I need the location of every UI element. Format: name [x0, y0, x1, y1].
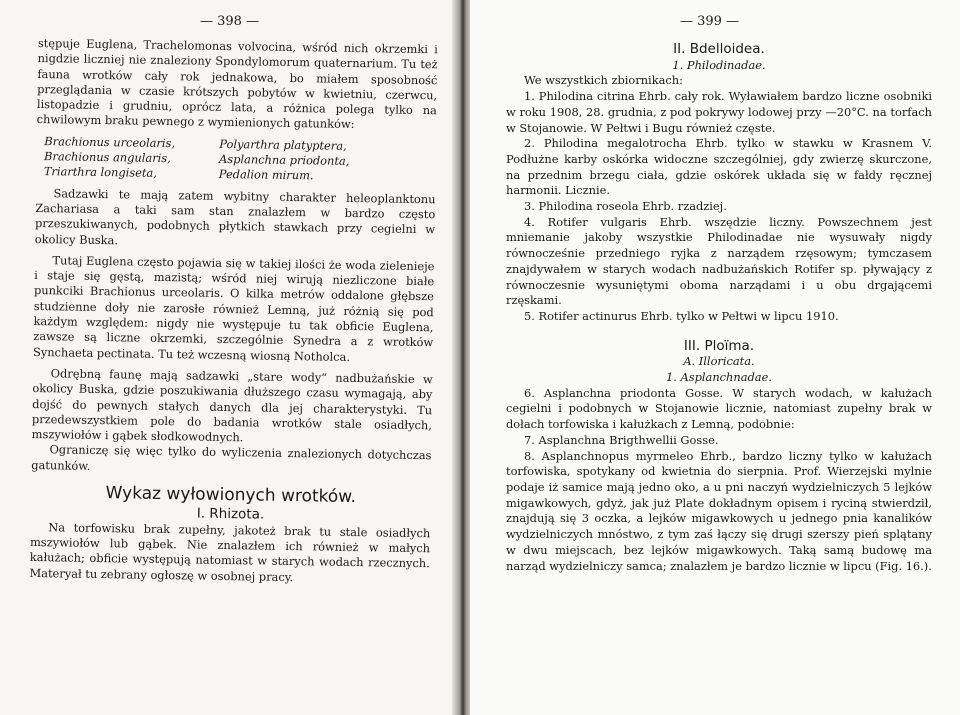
subheading-philodinadae: 1. Philodinadae.	[672, 57, 766, 72]
heading-bdelloidea: II. Bdelloidea.	[673, 41, 765, 57]
paragraph-odrebna: Odrębną faunę mają sadzawki „stare wody“ nadbużańskie w okolicy Buska, gdzie poszukiwania dłuższego czasu wymagają, aby dojść do pewnych stałych danych dla jej charakterystyki. Tu przedewszystkiem pole do badania wrotków stale osiadłych, mszywiołów i gąbek słodkowodnych.	[31, 366, 433, 445]
list-item: 3. Philodina roseola Ehrb. rzadziej.	[524, 199, 727, 214]
left-page-body	[29, 36, 438, 587]
species-item: Polyarthra platyptera,	[219, 136, 347, 153]
intro-paragraph: stępuje Euglena, Trachelomonas volvocina, wśród nich okrzemki i nigdzie liczniej nie znaleziony Spondylomorum quaternarium. Tu też fauna wrotków cały rok jednakowa, bo miałem sposobność przeglądania w czasie krótszych pobytów w kwietniu, czerwcu, listopadzie i grudniu, oprócz lata, a różnica polega tylko na chwilowym braku pewnego z wymienionych gatunków:	[36, 36, 438, 132]
heading-wykaz: Wykaz wyłowionych wrotków.	[105, 483, 357, 508]
paragraph-sadzawki: Sadzawki te mają zatem wybitny charakter heleoplanktonu Zachariasa a taki sam stan znalazłem w bardzo często przeszukiwanych, podobnych płytkich stawkach przy cegielni w okolicy Buska.	[34, 185, 436, 247]
list-item: 5. Rotifer actinurus Ehrb. tylko w Pełtwi w lipcu 1910.	[524, 308, 839, 323]
right-page-body	[506, 38, 932, 574]
paragraph-ogranicze: Ograniczę się więc tylko do wyliczenia znalezionych dotychczas gatunków.	[31, 442, 432, 473]
species-item: Brachionus angularis,	[44, 149, 171, 166]
list-item: 6. Asplanchna priodonta Gosse. W starych wodach, w kałużach cegielni i podobnych w Stojanowie licznie, natomiast zupełny brak w dołach torfowiska i kałużkach z Lemną, podobnie:	[506, 385, 932, 432]
list-item: 8. Asplanchnopus myrmeleo Ehrb., bardzo liczny tylko w kałużach torfowiska, spotykany od kwietnia do sierpnia. Prof. Wierzejski mylnie podaje iż samice mają jedno oko, a u pni naczyń wydzielniczych 5 lejków migawkowych, gdyż, jak już Plate dokładnym opisem i ryciną stwierdził, znajdują się 3 oczka, a lejków migawkowych u jednego pnia kanalików wydzielniczych mnóstwo, z tym zaś łączy się drugi szerszy pień splątany w dwu miejscach, bez lejków migawkowych. Taką samą budowę ma narząd wydzielniczy samca; znalazłem je bardzo licznie w lipcu (Fig. 16.).	[506, 448, 932, 573]
heading-ploima: III. Ploïma.	[683, 337, 755, 354]
species-list	[44, 134, 437, 186]
page-number-left: — 398 —	[200, 14, 260, 29]
subheading-illoricata: A. Illoricata.	[683, 354, 755, 369]
list-item: 2. Philodina megalotrocha Ehrb. tylko w stawku w Krasnem V. Podłużne karby oskórka widoczne szczególniej, gdy zwierzę skurczone, na przednim brzegu ciała, gdzie oskórek układa się w fałdy ręcznej harmonii. Licznie.	[506, 136, 932, 198]
subheading-asplanchnadae: 1. Asplanchnadae.	[666, 370, 772, 385]
species-item: Triarthra longiseta,	[43, 164, 158, 181]
heading-rhizota: I. Rhizota.	[196, 505, 265, 523]
species-item: Asplanchna priodonta,	[218, 151, 350, 168]
paragraph-zbiorniki: We wszystkich zbiornikach:	[524, 73, 683, 88]
page-number-right: — 399 —	[680, 14, 740, 29]
paragraph-torfowisku: Na torfowisku brak zupełny, jakoteż brak tu stale osiadłych mszywiołów lub gąbek. Nie znalazłem ich również w małych kałużach; obficie występują natomiast w starych wodach rzecznych. Materyał tu zebrany ogłoszę w osobnej pracy.	[29, 519, 431, 584]
list-item: 1. Philodina citrina Ehrb. cały rok. Wyławiałem bardzo liczne osobniki w roku 1908, 28. grudnia, z pod pokrywy lodowej przy —20°C. na torfach w Stojanowie. W Pełtwi i Bugu również częste.	[506, 89, 932, 135]
list-item: 4. Rotifer vulgaris Ehrb. wszędzie liczny. Powszechnem jest mniemanie jakoby wszystkie Philodinadae nie wysuwały nigdy równocześnie przedniego ryjka z narządem rzęsowym; tymczasem znajdywałem w starych wodach nadbużańskich Rotifer sp. pływający z równoczesnie wysuniętymi oboma narządami i u obu drgającemi rzęskami.	[506, 214, 932, 308]
right-page	[470, 0, 960, 715]
left-page	[0, 0, 460, 715]
paragraph-euglena: Tutaj Euglena często pojawia się w takiej ilości że woda zielenieje i staje się gęstą, mazistą; wśród niej wirują niezliczone białe punkciki Brachionus urceolaris. O kilka metrów oddalone głębsze studzienne doły nie zarosłe również Lemną, już różnią się pod każdym względem: nigdy nie występuje tu tak obficie Euglena, zawsze są liczne okrzemki, szczególnie Synedra a z wrotków Synchaeta pectinata. Tu też wczesną wiosną Notholca.	[32, 253, 435, 364]
species-item: Pedalion mirum.	[218, 167, 314, 183]
list-item: 7. Asplanchna Brigthwellii Gosse.	[524, 432, 719, 447]
species-item: Brachionus urceolaris,	[44, 133, 176, 150]
